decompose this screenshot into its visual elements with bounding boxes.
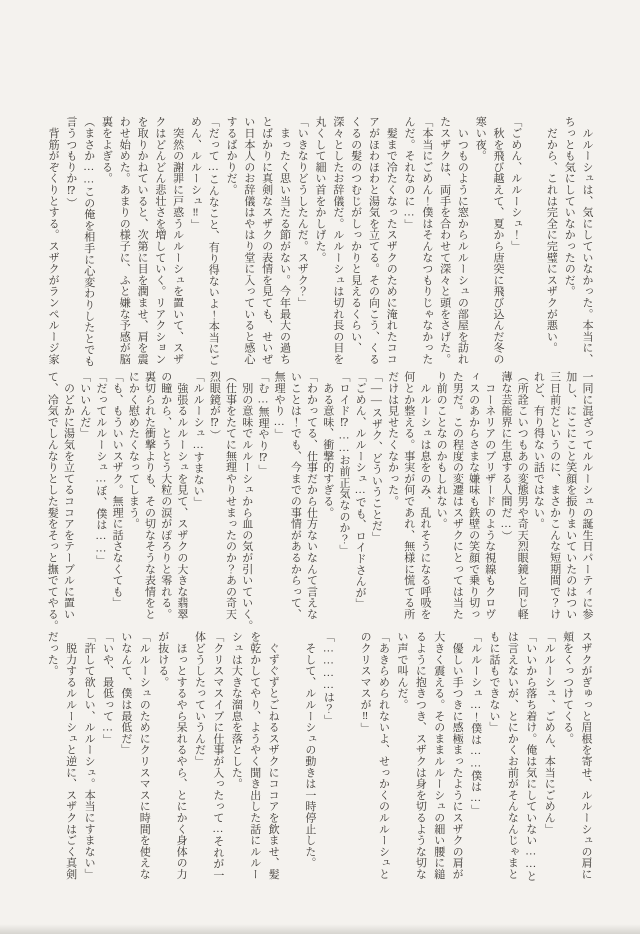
- text-line: いことは！でも、今までの事情があるからって、: [289, 371, 302, 620]
- text-line: 裏切られた衝撃よりも、その切なそうな表情をと: [143, 371, 156, 620]
- text-line: 薄な芸能界に生息する人間だ…）: [499, 371, 512, 542]
- text-line: [524, 116, 542, 366]
- text-line: だけは見せたくなかった。: [386, 371, 399, 507]
- text-line: 言うつもりか⁉）: [64, 116, 77, 209]
- text-line: 別の意味でルルーシュから血の気が引いていく。: [240, 371, 253, 631]
- page-edge-shadow: [0, 924, 640, 934]
- text-line: アがほわほわと湯気を立てる。その向こう、くる: [367, 116, 380, 365]
- text-line: い日本人のお辞儀はやはり堂に入っていると感心: [242, 116, 255, 365]
- text-line: 無理やり…」: [273, 371, 286, 440]
- text-line: 「――スザク、どういうことだ」: [370, 371, 383, 543]
- text-line: り前のことなのかもしれない。: [435, 371, 448, 530]
- text-line: ルルーシュは、気にしていなかった。本当に、: [581, 116, 593, 365]
- text-line: 「いいんだ」: [78, 371, 91, 439]
- text-line: 烈眼鏡が⁉）: [208, 371, 221, 441]
- text-line: 優しい手つきに感極まったようにスザクの肩が: [451, 631, 464, 880]
- text-line: 「ルルーシュ、ごめん、本当にごめん」: [543, 631, 556, 835]
- text-line: いなんて、僕は最低だ」: [119, 631, 132, 756]
- text-line: 「…………は？」: [322, 631, 335, 726]
- text-line: 「も、もういいスザク。無理に話さなくても」: [111, 371, 124, 609]
- text-line: （所詮こいつもあの変態男や奇天烈眼鏡と同じ軽: [516, 371, 529, 620]
- text-line: 突然の謝罪に戸惑うルルーシュを置いて、スザ: [171, 116, 184, 365]
- text-line: 「本当にごめん！僕はそんなつもりじゃなかった: [420, 116, 433, 365]
- text-band-bottom: [43, 631, 595, 881]
- text-line: めん、ルルーシュ‼」: [189, 116, 202, 230]
- text-line: て、冷気でしんなりとした髪をそっと撫でてやる。: [46, 371, 59, 631]
- text-line: 強張るルルーシュを見て、スザクの大きな翡翠: [175, 371, 188, 620]
- text-line: [337, 631, 355, 881]
- text-line: 「いいから落ち着け。俺は気にしていない……と: [524, 631, 537, 882]
- text-line: 深々としたお辞儀だ。ルルーシュは切れ長の目を: [331, 116, 344, 365]
- text-line: ぐずぐずとごねるスザクにココアを飲ませ、髪: [267, 631, 280, 880]
- text-line: 頬をくっつけてくる。: [561, 631, 574, 744]
- text-line: 「あきらめられないよ、せっかくのルルーシュと: [377, 631, 390, 880]
- text-line: 「む…無理やり⁉」: [256, 371, 269, 476]
- text-line: そして、ルルーシュの動きは一時停止した。: [303, 631, 316, 869]
- text-line: 丸くして細い首をかしげた。: [314, 116, 327, 263]
- text-line: 背筋がぞくりとする。スザクがランペルージ家: [47, 116, 60, 365]
- text-line: コーネリアのブリザードのような視線もクロヴ: [483, 371, 496, 620]
- text-line: だった。: [46, 631, 59, 677]
- text-line: 「だって…こんなこと、有り得ないよ！本当にご: [207, 116, 220, 366]
- text-line: 「ロイド⁉……お前正気なのか？」: [337, 371, 350, 556]
- text-line: クはどんどん悲壮さを増していく。リアクション: [153, 116, 166, 365]
- text-line: 「ルルーシュ…！僕は……僕は…」: [469, 631, 482, 816]
- text-line: （まさか……この俺を相手に心変わりしたとでも: [82, 116, 95, 367]
- text-line: ルルーシュは息をのみ、乱れそうになる呼吸を: [418, 371, 431, 620]
- text-line: 「いや、最低って…」: [101, 631, 114, 745]
- text-line: のクリスマスが‼」: [359, 631, 372, 734]
- text-line: るように抱きつき、スザクは身を切るような切な: [414, 631, 427, 880]
- text-line: 一同に混ざってルルーシュの誕生日パーティに参: [581, 371, 593, 620]
- text-line: を乾かしてやり、ようやく聞き出した話にルルー: [248, 631, 261, 880]
- text-line: 「許して欲しい、ルルーシュ。本当にすまない」: [83, 631, 96, 880]
- text-line: スザクがぎゅっと眉根を寄せ、ルルーシュの肩に: [580, 631, 592, 880]
- text-line: 寒い夜。: [474, 116, 487, 162]
- text-line: 「わかってる、仕事だから仕方ないなんて言えな: [305, 371, 318, 620]
- text-line: 脱力するルルーシュと逆に、スザクはごく真剣: [64, 631, 77, 880]
- text-line: にかく慰めたくなってしまう。: [127, 371, 140, 530]
- text-line: の瞳から、とうとう大粒の涙がぽろりと零れる。: [159, 371, 172, 620]
- text-line: ある意味、衝撃的すぎる。: [321, 371, 334, 518]
- text-line: 三日前だというのに、まさかこんな短期間で？け: [548, 371, 561, 620]
- text-line: 何とか整える。事実が何であれ、無様に慌てる所: [402, 371, 415, 620]
- text-line: 「ルルーシュ…すまない」: [192, 371, 205, 508]
- text-line: 「ルルーシュのためにクリスマスに時間を使えな: [138, 631, 151, 880]
- text-line: シュは大きな溜息を落とした。: [230, 631, 243, 790]
- text-band-top: [43, 116, 595, 366]
- text-line: 髪まで冷たくなったスザクのために淹れたココ: [385, 116, 398, 365]
- text-line: 秋を飛び越えて、夏から唐突に飛び込んだ冬の: [492, 116, 505, 365]
- text-line: 「だってルルーシュ…ぼ、僕は……」: [94, 371, 107, 567]
- text-line: は言えないが、とにかくお前がそんなんじゃまと: [506, 631, 519, 880]
- text-line: ちっとも気にしていなかったのだ。: [563, 116, 576, 297]
- text-line: もに話もできない」: [487, 631, 500, 733]
- text-line: たスザクは、両手を合わせて深々と頭をさげた。: [438, 116, 451, 365]
- text-line: （仕事をたてに無理やりせまったのか？あの奇天: [224, 371, 237, 620]
- text-line: い声で叫んだ。: [395, 631, 408, 711]
- text-line: 「いきなりどうしたんだ。スザク？」: [296, 116, 309, 309]
- text-line: 裏をよぎる。: [100, 116, 113, 184]
- text-line: ほっとするやら呆れるやら、とにかく身体の力: [175, 631, 188, 880]
- text-line: た男だ。この程度の変遷はスザクにとっては当た: [451, 371, 464, 620]
- text-line: だから、これは完全に完璧にスザクが悪い。: [545, 116, 558, 354]
- text-line: れど、有り得ない話ではない。: [532, 371, 545, 530]
- text-line: を取りかねていると、次第に目を潤ませ、肩を震: [136, 116, 149, 365]
- text-line: とばかりに真剣なスザクの表情を見ても、せいぜ: [260, 116, 273, 365]
- text-line: まったく思い当たる節がない。今年最大の過ち: [278, 116, 291, 365]
- text-line: が抜ける。: [156, 631, 169, 688]
- text-line: するばかりだ。: [225, 116, 238, 196]
- text-line: [282, 631, 300, 881]
- text-line: くるの髪のつむじがしっかりと見えるくらい、: [349, 116, 362, 354]
- text-line: 「ごめん、ルルーシュ！」: [509, 116, 522, 252]
- text-line: 加し、にこにこと笑顔を振りまいていたのはつい: [564, 371, 577, 620]
- text-line: 「クリスマスイブに仕事が入ったって…それが一: [211, 631, 224, 881]
- text-line: 「ごめん、ルルーシュ…でも、ロイドさんが」: [354, 371, 367, 610]
- text-line: 体どうしたっていうんだ」: [193, 631, 206, 767]
- text-line: 大きく震える。そのままルルーシュの細い腰に縋: [432, 631, 445, 880]
- text-line: いつものように窓からルルーシュの部屋を訪れ: [456, 116, 469, 365]
- text-line: ィスのあからさまな嫌味も鉄壁の笑顔で乗り切っ: [467, 371, 480, 620]
- text-band-middle: [44, 371, 595, 631]
- text-line: んだ。それなのに…」: [403, 116, 416, 230]
- text-line: わせ始めた。あまりの様子に、ふと嫌な予感が脳: [118, 116, 131, 365]
- text-line: のどかに湯気を立てるココアをテーブルに置い: [62, 371, 75, 620]
